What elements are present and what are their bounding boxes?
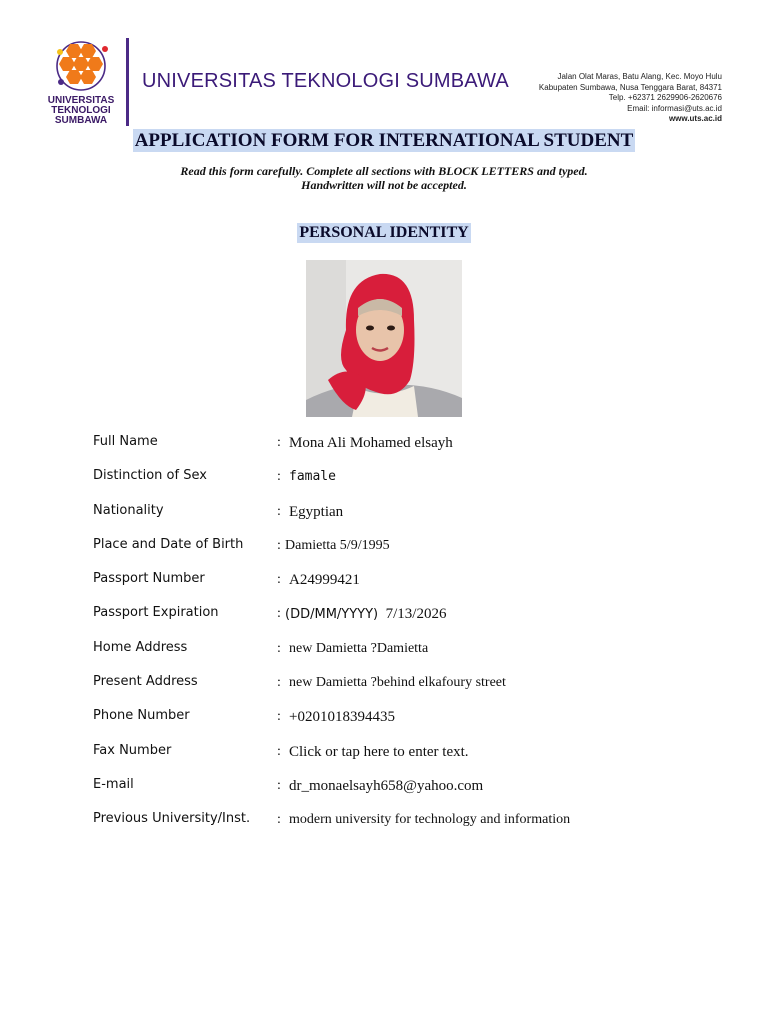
full-name-label: Full Name (93, 434, 158, 449)
address-line: Jalan Olat Maras, Batu Alang, Kec. Moyo Hulu (557, 72, 722, 81)
fax-row (93, 743, 733, 777)
separator: : (277, 572, 281, 588)
nationality-row (93, 503, 733, 537)
address-line: Telp. +62371 2629906-2620676 (608, 93, 722, 102)
date-format-hint: (DD/MM/YYYY) (285, 607, 379, 623)
form-instructions: Read this form carefully. Complete all sections with BLOCK LETTERS and typed. Handwritten will not be accepted. (180, 164, 588, 192)
full-name-row (93, 434, 733, 468)
home-address-row (93, 640, 733, 674)
birth-row (93, 537, 733, 571)
fax-label: Fax Number (93, 742, 172, 758)
header-divider (126, 38, 129, 126)
separator: : (277, 675, 281, 691)
previous-university-field[interactable]: modern university for technology and information (289, 812, 571, 828)
separator: : (277, 537, 281, 553)
form-title: APPLICATION FORM FOR INTERNATIONAL STUDENT (134, 130, 634, 151)
personal-identity-fields (93, 434, 733, 846)
university-name: UNIVERSITAS TEKNOLOGI SUMBAWA (142, 70, 509, 92)
university-logo (46, 36, 118, 128)
university-address (539, 72, 722, 125)
nationality-label: Nationality (93, 502, 164, 518)
separator: : (277, 606, 281, 622)
hexagon-logo-icon (50, 36, 114, 94)
passport-number-label: Passport Number (93, 571, 205, 587)
separator: : (277, 812, 281, 828)
phone-label: Phone Number (93, 708, 190, 724)
passport-number-row (93, 571, 733, 605)
present-address-row (93, 674, 733, 708)
home-address-label: Home Address (93, 639, 188, 655)
previous-university-row (93, 811, 733, 845)
passport-number-field[interactable]: A24999421 (289, 572, 360, 589)
birth-label: Place and Date of Birth (93, 536, 244, 552)
email-row (93, 777, 733, 811)
separator: : (277, 435, 281, 450)
phone-field[interactable]: +0201018394435 (289, 709, 395, 726)
separator: : (277, 743, 281, 759)
passport-expiration-label: Passport Expiration (93, 605, 219, 621)
separator: : (277, 709, 281, 725)
passport-expiration-value: 7/13/2026 (385, 606, 447, 623)
present-address-label: Present Address (93, 674, 198, 690)
passport-expiration-row (93, 605, 733, 639)
email-field[interactable]: dr_monaelsayh658@yahoo.com (289, 777, 484, 794)
previous-university-label: Previous University/Inst. (93, 811, 251, 827)
sex-field[interactable]: famale (289, 469, 336, 485)
address-line: Kabupaten Sumbawa, Nusa Tenggara Barat, 84371 (538, 82, 722, 92)
separator: : (277, 640, 281, 656)
nationality-field[interactable]: Egyptian (289, 503, 344, 520)
birth-field[interactable]: Damietta 5/9/1995 (285, 537, 390, 553)
section-title: PERSONAL IDENTITY (299, 224, 469, 241)
separator: : (277, 777, 281, 793)
present-address-field[interactable]: new Damietta ?behind elkafoury street (289, 675, 506, 691)
email-label: E-mail (93, 776, 134, 792)
letterhead (0, 0, 768, 130)
full-name-field[interactable]: Mona Ali Mohamed elsayh (289, 435, 453, 451)
sex-label: Distinction of Sex (93, 468, 207, 484)
separator: : (277, 503, 281, 519)
logo-wordmark: UNIVERSITAS TEKNOLOGI SUMBAWA (47, 95, 115, 126)
sex-row (93, 468, 733, 502)
fax-field[interactable]: Click or tap here to enter text. (289, 743, 469, 760)
applicant-photo (306, 260, 462, 417)
website: www.uts.ac.id (668, 114, 722, 123)
phone-row (93, 708, 733, 742)
home-address-field[interactable]: new Damietta ?Damietta (289, 640, 429, 656)
passport-expiration-field[interactable] (285, 606, 446, 623)
address-line: Email: informasi@uts.ac.id (627, 103, 722, 113)
separator: : (277, 469, 281, 485)
